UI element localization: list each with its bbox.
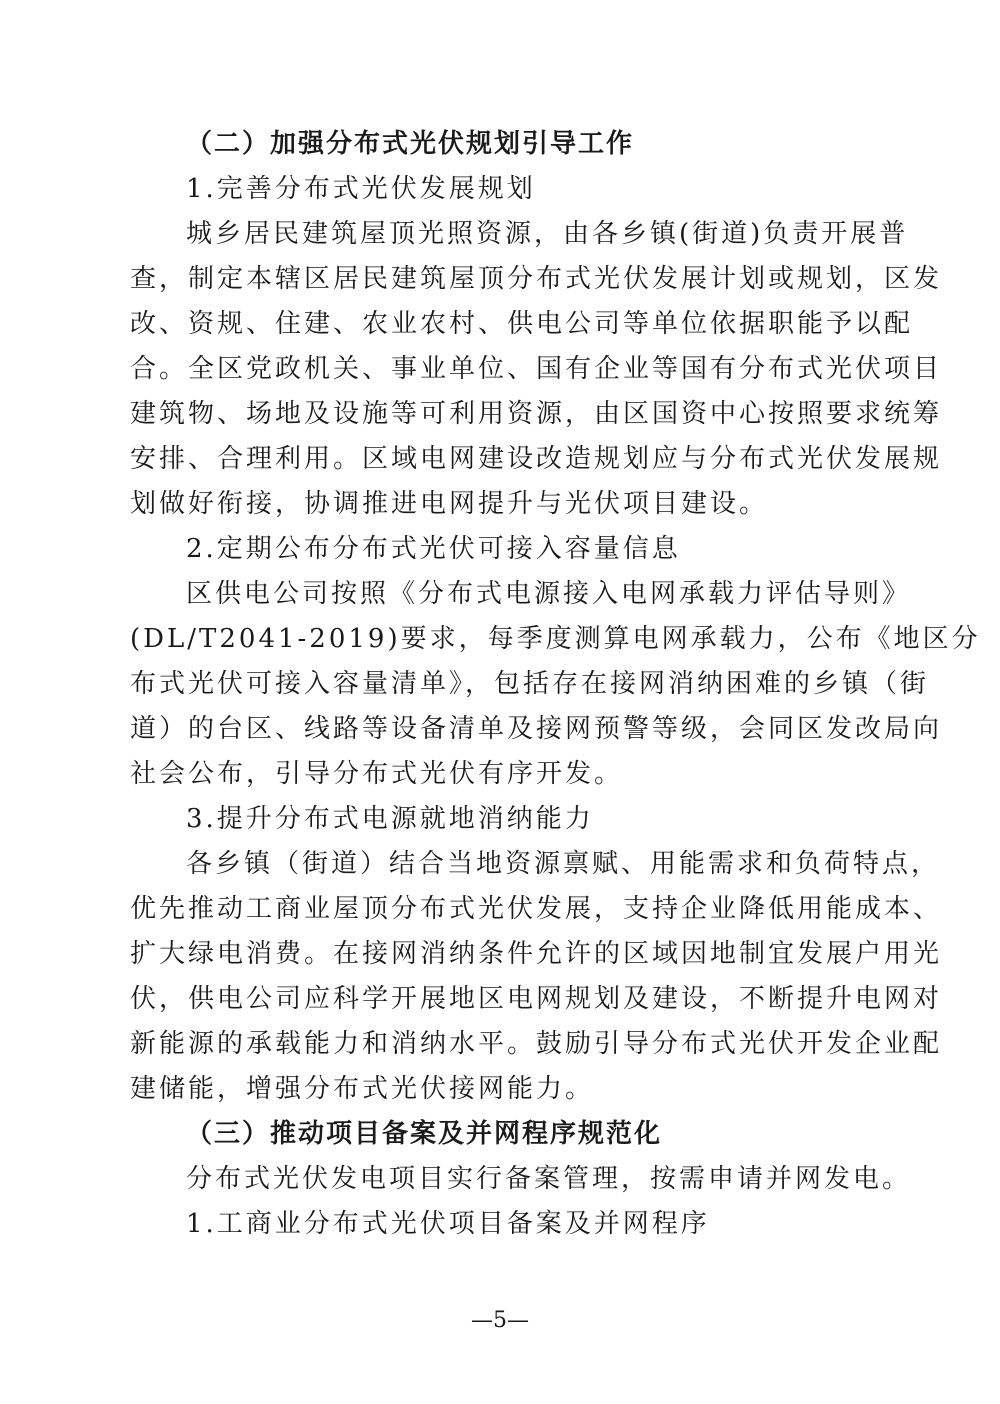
paragraph-line: 社会公布，引导分布式光伏有序开发。 — [130, 759, 624, 789]
subsection-heading: 1.完善分布式光伏发展规划 — [186, 174, 536, 204]
paragraph-line: 城乡居民建筑屋顶光照资源，由各乡镇(街道)负责开展普 — [186, 219, 909, 249]
paragraph-line: 道）的台区、线路等设备清单及接网预警等级，会同区发改局向 — [130, 714, 943, 744]
paragraph-line: 查，制定本辖区居民建筑屋顶分布式光伏发展计划或规划，区发 — [130, 264, 943, 294]
paragraph-line: 优先推动工商业屋顶分布式光伏发展，支持企业降低用能成本、 — [130, 894, 943, 924]
paragraph-line: 分布式光伏发电项目实行备案管理，按需申请并网发电。 — [186, 1164, 912, 1194]
paragraph-line: 布式光伏可接入容量清单》，包括存在接网消纳困难的乡镇（街 — [130, 669, 930, 699]
paragraph-line: (DL/T2041-2019)要求，每季度测算电网承载力，公布《地区分 — [130, 624, 981, 654]
paragraph-line: 建储能，增强分布式光伏接网能力。 — [130, 1074, 595, 1104]
paragraph-line: 伏，供电公司应科学开展地区电网规划及建设，不断提升电网对 — [130, 984, 943, 1014]
document-body — [130, 122, 981, 1247]
section-heading: （二）加强分布式光伏规划引导工作 — [186, 129, 635, 159]
subsection-heading: 1.工商业分布式光伏项目备案及并网程序 — [186, 1209, 710, 1239]
paragraph-line: 扩大绿电消费。在接网消纳条件允许的区域因地制宜发展户用光 — [130, 939, 943, 969]
paragraph-line: 各乡镇（街道）结合当地资源禀赋、用能需求和负荷特点， — [186, 849, 941, 879]
paragraph-line: 安排、合理利用。区域电网建设改造规划应与分布式光伏发展规 — [130, 444, 943, 474]
paragraph-line: 建筑物、场地及设施等可利用资源，由区国资中心按照要求统筹 — [130, 399, 943, 429]
paragraph-line: 划做好衔接，协调推进电网提升与光伏项目建设。 — [130, 489, 769, 519]
paragraph-line: 区供电公司按照《分布式电源接入电网承载力评估导则》 — [186, 579, 912, 609]
page-number: —5— — [471, 1308, 529, 1333]
paragraph-line: 改、资规、住建、农业农村、供电公司等单位依据职能予以配 — [130, 309, 914, 339]
paragraph-line: 新能源的承载能力和消纳水平。鼓励引导分布式光伏开发企业配 — [130, 1029, 943, 1059]
subsection-heading: 3.提升分布式电源就地消纳能力 — [186, 804, 594, 834]
paragraph-line: 合。全区党政机关、事业单位、国有企业等国有分布式光伏项目 — [130, 354, 943, 384]
subsection-heading: 2.定期公布分布式光伏可接入容量信息 — [186, 534, 681, 564]
section-heading: （三）推动项目备案及并网程序规范化 — [186, 1119, 663, 1149]
